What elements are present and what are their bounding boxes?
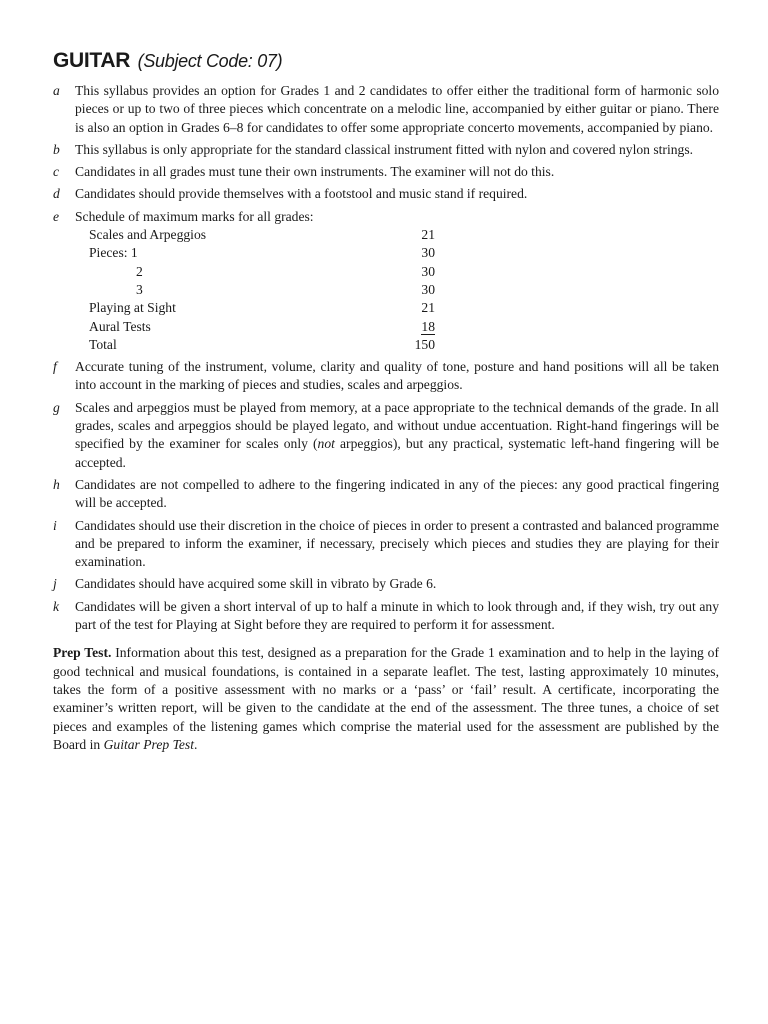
list-item-f	[53, 358, 719, 395]
item-letter: a	[53, 83, 60, 98]
marks-value-underlined: 18	[421, 318, 435, 334]
item-text: Accurate tuning of the instrument, volume, clarity and quality of tone, posture and hand positions will all be taken into account in the marking of pieces and studies, scales and arpeggios.	[75, 359, 719, 393]
item-letter: e	[53, 208, 60, 224]
item-letter: j	[53, 576, 57, 592]
item-text: Candidates should use their discretion in the choice of pieces in order to present a contrasted and balanced programme and be prepared to inform the examiner, if necessary, precisely which pieces and studies they are playing for their examination.	[75, 517, 719, 570]
prep-test-book-title: Guitar Prep Test	[103, 736, 194, 752]
marks-value: 21	[421, 227, 435, 243]
title-subject-code: (Subject Code: 07)	[137, 51, 283, 71]
marks-label: Total	[89, 336, 117, 352]
item-letter: g	[53, 399, 60, 415]
item-text: Candidates will be given a short interval of up to half a minute in which to look through and, if they wish, try out any part of the test for Playing at Sight before they are required to perform it for assessment.	[75, 598, 719, 633]
item-text: This syllabus is only appropriate for the standard classical instrument fitted with nylon and covered nylon strings.	[75, 141, 694, 157]
marks-total-value: 150	[414, 336, 435, 352]
item-text: Schedule of maximum marks for all grades:	[75, 208, 314, 224]
marks-row	[89, 299, 435, 317]
marks-value: 30	[421, 245, 435, 261]
marks-row	[89, 263, 435, 281]
item-text-part: Scales and arpeggios must be played from memory, at a pace appropriate to the technical demands of the grade. In all grades, scales and arpeggios should be played legato, and without undue accentuation. Right-hand fingerings will be specified by the examiner for scales only (	[75, 399, 719, 452]
list-item-b	[53, 141, 719, 159]
item-text: This syllabus provides an option for Grades 1 and 2 candidates to offer either the traditional form of harmonic solo pieces or up to two of three pieces which concentrate on a melodic line, accompanied by either guitar or piano. There is also an option in Grades 6–8 for candidates to offer some appropriate concerto movements, accompanied by piano.	[75, 83, 719, 135]
item-text: Candidates in all grades must tune their own instruments. The examiner will not do this.	[75, 164, 555, 180]
marks-value: 30	[421, 263, 435, 279]
marks-label: Scales and Arpeggios	[89, 227, 207, 243]
marks-label: 3	[136, 281, 143, 297]
prep-test-end: .	[193, 736, 198, 752]
marks-table	[89, 226, 435, 354]
marks-label: Aural Tests	[89, 318, 151, 334]
prep-test-paragraph	[53, 644, 719, 754]
item-text: Candidates should provide themselves with a footstool and music stand if required.	[75, 186, 528, 202]
item-letter: k	[53, 598, 60, 614]
item-letter: i	[53, 517, 57, 533]
prep-test-text: Information about this test, designed as a preparation for the Grade 1 examination and to help in the laying of good technical and musical foundations, is contained in a separate leaflet. The test, lasting approximately 10 minutes, takes the form of a positive assessment with no marks or a ‘pass’ or ‘fail’ result. A certificate, incorporating the examiner’s written report, will be given to the candidate at the end of the assessment. The three tunes, a choice of set pieces and examples of the listening games which comprise the material used for the assessment are published by the Board in	[53, 645, 719, 752]
marks-label: 2	[136, 263, 143, 279]
title-main: GUITAR	[53, 49, 131, 72]
marks-total-row	[89, 336, 435, 354]
list-item-d	[53, 185, 719, 203]
marks-value	[395, 318, 435, 336]
item-text: Candidates should have acquired some skill in vibrato by Grade 6.	[75, 576, 437, 592]
item-letter: d	[53, 186, 60, 202]
item-letter: b	[53, 141, 60, 157]
marks-row	[89, 281, 435, 299]
item-letter: h	[53, 476, 60, 492]
item-text-emphasis: not	[317, 436, 335, 452]
marks-row	[89, 318, 435, 336]
item-letter: c	[53, 164, 60, 180]
item-text: Candidates are not compelled to adhere to the fingering indicated in any of the pieces: any good practical fingering will be accepted.	[75, 476, 719, 511]
marks-label: Pieces: 1	[89, 245, 138, 261]
syllabus-page	[53, 48, 719, 768]
item-text	[75, 399, 719, 472]
list-item-a	[53, 82, 719, 137]
list-item-i	[53, 517, 719, 572]
item-letter: f	[53, 359, 57, 375]
marks-value: 21	[421, 300, 435, 316]
prep-test-heading: Prep Test.	[53, 645, 112, 661]
marks-value: 30	[421, 281, 435, 297]
marks-row	[89, 244, 435, 262]
list-item-h	[53, 476, 719, 513]
page-title	[53, 48, 719, 74]
list-item-k	[53, 598, 719, 635]
list-item-e	[53, 208, 719, 354]
list-item-j	[53, 575, 719, 593]
marks-row	[89, 226, 435, 244]
list-item-c	[53, 163, 719, 181]
list-item-g	[53, 399, 719, 472]
marks-label: Playing at Sight	[89, 300, 176, 316]
item-text-part: arpeggios), but any practical, systematic left-hand fingering will be accepted.	[75, 436, 719, 470]
